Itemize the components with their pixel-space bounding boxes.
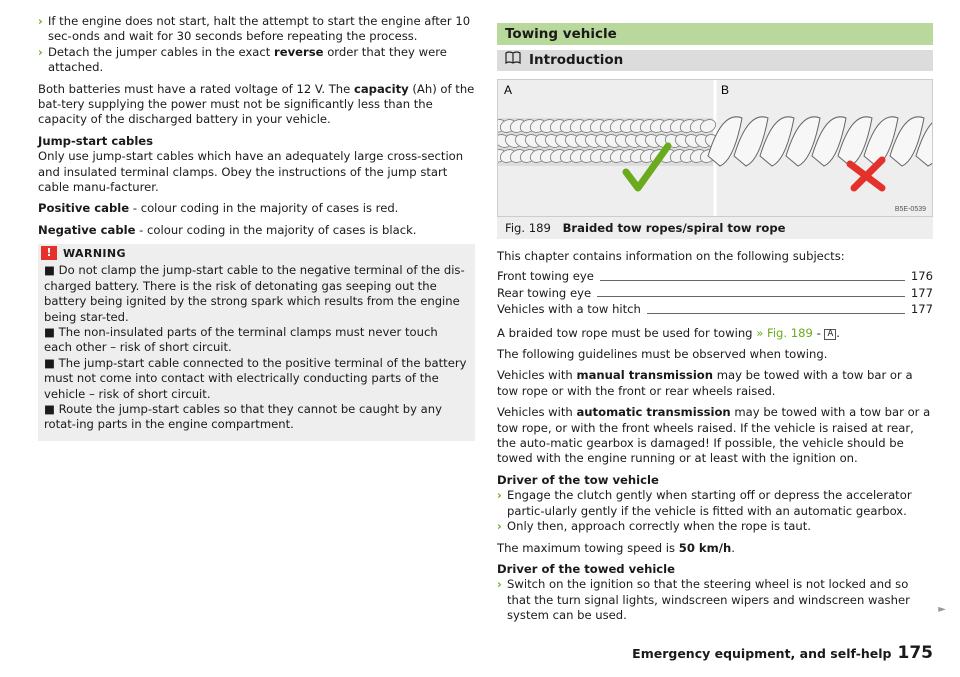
battery-capacity-paragraph: Both batteries must have a rated voltage of 12 V. The capacity (Ah) of the bat-tery supplying the power must not be significantly less than the capacity of the discharged battery in your vehicle. — [38, 81, 475, 127]
chevron-icon: › — [497, 488, 502, 503]
figure-code: B5E-0539 — [894, 206, 926, 213]
chevron-icon: › — [38, 44, 43, 59]
right-column — [497, 23, 933, 624]
spiral-rope — [708, 117, 932, 166]
guidelines-paragraph: The following guidelines must be observed when towing. — [497, 347, 828, 362]
max-speed-paragraph: The maximum towing speed is 50 km/h. — [497, 540, 735, 555]
figure-label-a: A — [504, 83, 513, 97]
left-column — [38, 14, 475, 441]
warning-box — [38, 244, 475, 440]
warning-item: ■ The non-insulated parts of the terminal clamps must never touch each other – risk of short circuit. — [44, 324, 438, 355]
braided-paragraph: A braided tow rope must be used for towing » Fig. 189 - A . — [497, 325, 840, 340]
figure-label-b: B — [721, 83, 730, 97]
figure-caption — [497, 217, 933, 239]
cables-heading: Jump-start cables — [38, 133, 154, 148]
driver-towed-heading: Driver of the towed vehicle — [497, 561, 676, 576]
cross-icon — [850, 160, 882, 188]
toc-item[interactable]: Rear towing eye 177 — [497, 285, 933, 300]
chevron-icon: › — [497, 577, 502, 592]
continue-arrow-icon: ► — [938, 604, 946, 615]
bullet-text: Detach the jumper cables in the exact reverse order that they were attached. — [48, 44, 447, 75]
intro-paragraph: This chapter contains information on the following subjects: — [497, 249, 845, 263]
figure-part-a-box: A — [824, 329, 836, 340]
driver-towed-bullet: › Switch on the ignition so that the steering wheel is not locked and so that the turn signal lights, windscreen wipers and windscreen washer system can be used. — [497, 577, 910, 623]
figure-link[interactable]: » Fig. 189 — [756, 325, 813, 340]
warning-header — [38, 244, 475, 263]
page-number: 175 — [897, 643, 933, 663]
subsection-title: Introduction — [497, 50, 933, 71]
bullet-text: If the engine does not start, halt the attempt to start the engine after 10 sec-onds and wait for 30 seconds before repeating the process. — [48, 14, 471, 44]
figure-caption-text: Braided tow ropes/spiral tow rope — [562, 221, 786, 235]
positive-cable-paragraph: Positive cable - colour coding in the majority of cases is red. — [38, 201, 399, 216]
warning-item: ■ Do not clamp the jump-start cable to the negative terminal of the dis-charged battery. There is the risk of detonating gas seeping out the battery being ignited by the strong spark which results from the engine being star-ted. — [44, 263, 465, 324]
cables-paragraph: Jump-start cables Only use jump-start cables which have an adequately large cross-section and insulated terminal clamps. Obey the instructions of the jump start cable manu-facturer. — [38, 133, 464, 195]
book-icon — [505, 50, 521, 71]
figure-number: Fig. 189 — [505, 221, 551, 235]
bullet-engine-start — [38, 14, 475, 45]
warning-item: ■ The jump-start cable connected to the positive terminal of the battery must not come into contact with electrically conducting parts of the vehicle – risk of short circuit. — [44, 355, 467, 401]
figure-tow-ropes — [497, 79, 933, 217]
automatic-transmission-paragraph: Vehicles with automatic transmission may be towed with a tow bar or a tow rope, or with the front wheels raised. If the vehicle is raised at rear, the auto-matic gearbox is damaged! If possible, the vehicle should be towed with the engine running or at least with the ignition on. — [497, 405, 931, 466]
manual-transmission-paragraph: Vehicles with manual transmission may be towed with a tow bar or a tow rope or with the front or rear wheels raised. — [497, 368, 913, 398]
braided-rope — [498, 117, 723, 166]
driver-tow-bullet: › Only then, approach correctly when the rope is taut. — [497, 519, 811, 534]
warning-title: WARNING — [63, 246, 126, 260]
negative-cable-paragraph: Negative cable - colour coding in the majority of cases is black. — [38, 222, 417, 237]
warning-icon: ! — [41, 246, 57, 260]
toc-item[interactable]: Vehicles with a tow hitch 177 — [497, 302, 933, 317]
bullet-detach — [38, 45, 475, 76]
section-title: Towing vehicle — [497, 23, 933, 45]
warning-item: ■ Route the jump-start cables so that they cannot be caught by any rotat-ing parts in the engine compartment. — [44, 401, 442, 432]
chevron-icon: › — [497, 519, 502, 534]
warning-body — [38, 263, 475, 432]
chevron-icon: › — [38, 14, 43, 28]
footer-chapter: Emergency equipment, and self-help — [632, 645, 892, 661]
rope-illustration — [498, 80, 932, 216]
driver-tow-bullet: › Engage the clutch gently when starting off or depress the accelerator partic-ularly gently if the vehicle is fitted with an automatic gearbox. — [497, 488, 912, 518]
page-footer — [632, 643, 933, 663]
toc-item[interactable]: Front towing eye 176 — [497, 269, 933, 284]
driver-tow-heading: Driver of the tow vehicle — [497, 472, 659, 487]
